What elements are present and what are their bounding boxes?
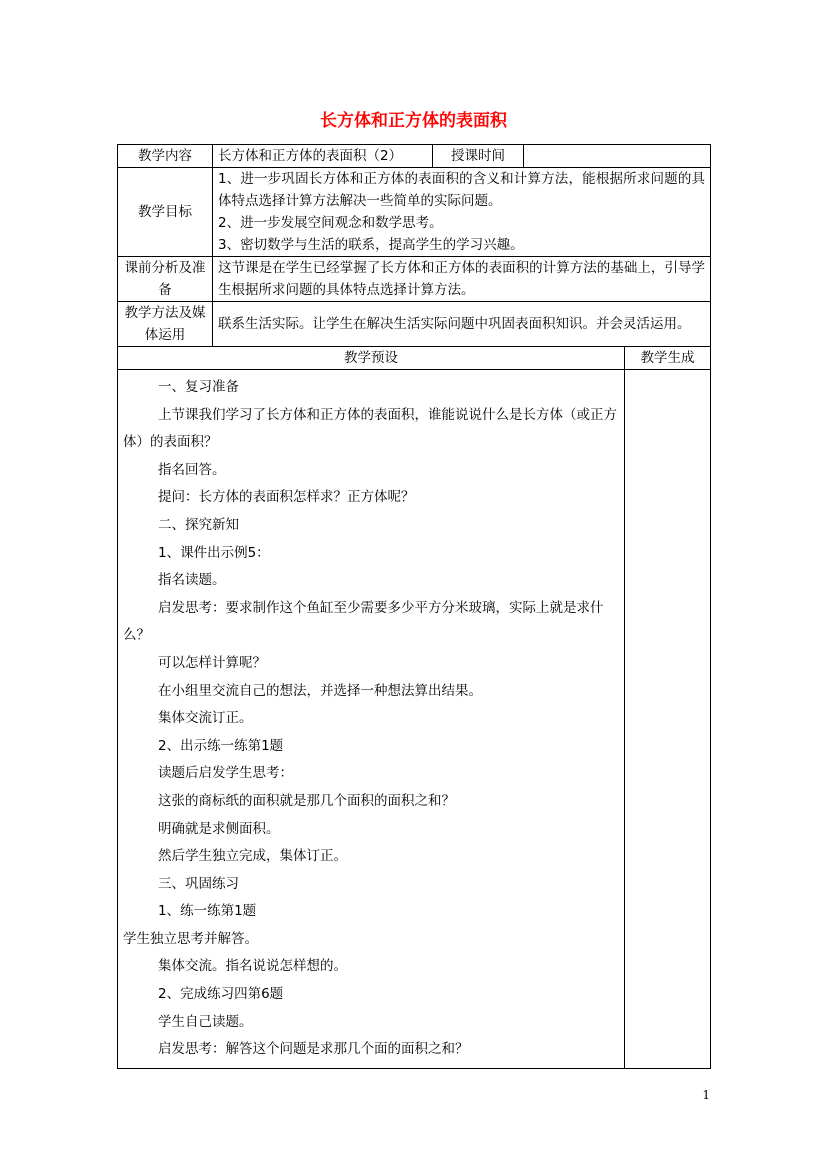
lesson-line: 指名回答。 <box>158 461 226 478</box>
lesson-line: 上节课我们学习了长方体和正方体的表面积，谁能说说什么是长方体（或正方体）的表面积？ <box>123 406 617 451</box>
lesson-line: 集体交流。指名说说怎样想的。 <box>158 958 347 975</box>
goal-line: 3、密切数学与生活的联系，提高学生的学习兴趣。 <box>218 237 524 253</box>
lesson-line: 指名读题。 <box>158 572 226 589</box>
teaching-goals-label: 教学目标 <box>118 168 213 257</box>
goal-line: 1、进一步巩固长方体和正方体的表面积的含义和计算方法，能根据所求问题的具体特点选择计算方法解决一些简单的实际问题。 <box>218 171 705 209</box>
document-title: 长方体和正方体的表面积 <box>320 111 507 131</box>
method-value: 联系生活实际。让学生在解决生活实际问题中巩固表面积知识。并会灵活运用。 <box>213 302 711 347</box>
lesson-line: 提问：长方体的表面积怎样求？正方体呢？ <box>158 489 415 506</box>
goal-line: 2、进一步发展空间观念和数学思考。 <box>218 215 443 231</box>
lesson-line: 在小组里交流自己的想法，并选择一种想法算出结果。 <box>158 682 482 699</box>
lesson-body <box>118 370 625 1069</box>
page-number: 1 <box>702 1088 710 1102</box>
lesson-line: 集体交流订正。 <box>158 710 253 727</box>
generation-body <box>625 370 711 1069</box>
teaching-content-value: 长方体和正方体的表面积（2） <box>213 145 433 168</box>
lesson-line: 然后学生独立完成，集体订正。 <box>158 848 347 865</box>
lesson-line: 学生自己读题。 <box>158 1013 253 1030</box>
row-teaching-goals <box>118 168 711 257</box>
lesson-plan-table <box>117 144 711 1069</box>
lesson-line: 1、练一练第1题 <box>158 903 257 920</box>
row-section-headers <box>118 347 711 370</box>
lesson-line: 可以怎样计算呢？ <box>158 654 266 671</box>
teaching-content-label: 教学内容 <box>118 145 213 168</box>
lesson-line: 明确就是求侧面积。 <box>158 820 280 837</box>
lesson-line: 三、巩固练习 <box>158 875 239 892</box>
lesson-line: 启发思考：解答这个问题是求那几个面的面积之和？ <box>158 1041 469 1058</box>
analysis-label: 课前分析及准备 <box>118 257 213 302</box>
row-lesson-body <box>118 370 711 1069</box>
lesson-line: 读题后启发学生思考： <box>158 765 293 782</box>
method-label: 教学方法及媒体运用 <box>118 302 213 347</box>
lesson-line: 一、复习准备 <box>158 379 239 395</box>
lesson-line: 这张的商标纸的面积就是那几个面积的面积之和？ <box>158 792 455 809</box>
lesson-line: 二、探究新知 <box>158 516 239 533</box>
row-teaching-content <box>118 145 711 168</box>
lesson-line: 学生独立思考并解答。 <box>123 930 258 947</box>
lesson-line: 启发思考：要求制作这个鱼缸至少需要多少平方分米玻璃，实际上就是求什么？ <box>123 599 604 644</box>
row-pre-class-analysis <box>118 257 711 302</box>
lesson-line: 1、课件出示例5： <box>158 544 270 561</box>
lesson-line: 2、出示练一练第1题 <box>158 737 284 754</box>
lesson-line: 2、完成练习四第6题 <box>158 986 284 1003</box>
class-time-value <box>524 145 711 168</box>
generation-header: 教学生成 <box>625 347 711 370</box>
preset-header: 教学预设 <box>118 347 625 370</box>
row-teaching-method <box>118 302 711 347</box>
class-time-label: 授课时间 <box>433 145 524 168</box>
teaching-goals-value <box>213 168 711 257</box>
analysis-value: 这节课是在学生已经掌握了长方体和正方体的表面积的计算方法的基础上，引导学生根据所求问题的具体特点选择计算方法。 <box>213 257 711 302</box>
